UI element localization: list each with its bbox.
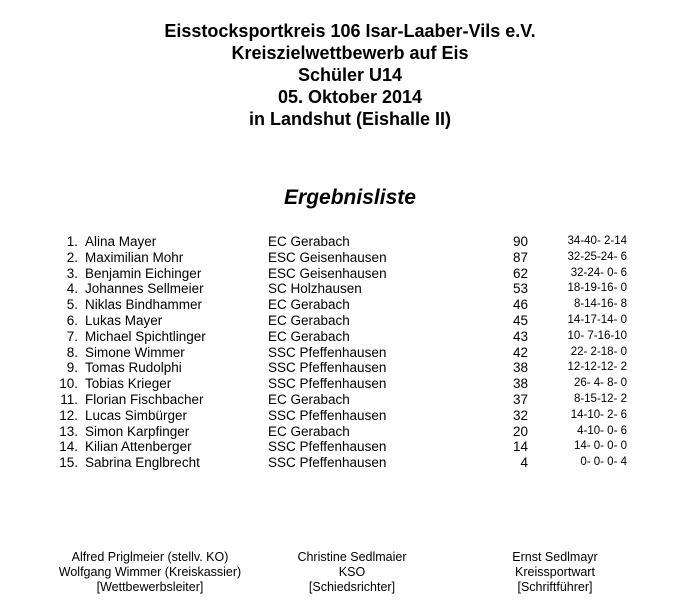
total-points: 90 xyxy=(512,234,528,249)
club-name: SSC Pfeffenhausen xyxy=(268,407,387,423)
athlete-name: Florian Fischbacher xyxy=(85,391,204,407)
club-name: EC Gerabach xyxy=(268,234,350,249)
round-scores: 14- 0- 0- 0 xyxy=(573,440,627,453)
result-row xyxy=(0,297,700,313)
athlete-name: Lucas Simbürger xyxy=(85,407,188,423)
signature-block-left xyxy=(45,550,255,595)
club-name: EC Gerabach xyxy=(268,297,350,313)
total-points: 14 xyxy=(512,439,528,455)
athlete-name: Simon Karpfinger xyxy=(85,423,190,439)
signature-role: [Wettbewerbsleiter] xyxy=(96,580,204,594)
club-name: EC Gerabach xyxy=(268,328,350,344)
result-rank: 6. xyxy=(66,312,78,328)
athlete-name: Alina Mayer xyxy=(85,234,157,249)
result-rank: 11. xyxy=(60,391,78,407)
round-scores: 26- 4- 8- 0 xyxy=(573,377,627,390)
result-row xyxy=(0,234,700,250)
result-row xyxy=(0,392,700,408)
athlete-name: Simone Wimmer xyxy=(85,344,185,360)
result-rank: 4. xyxy=(66,281,78,297)
round-scores: 8-14-16- 8 xyxy=(573,298,627,311)
result-row xyxy=(0,439,700,455)
age-class: Schüler U14 xyxy=(297,65,403,85)
event-location: in Landshut (Eishalle II) xyxy=(248,109,452,129)
result-row xyxy=(0,376,700,392)
club-name: EC Gerabach xyxy=(268,423,350,439)
signature-line: Wolfgang Wimmer (Kreiskassier) xyxy=(58,565,242,579)
athlete-name: Sabrina Englbrecht xyxy=(85,455,200,471)
athlete-name: Lukas Mayer xyxy=(85,312,163,328)
page-title: Ergebnisliste xyxy=(284,186,416,209)
athlete-name: Tobias Krieger xyxy=(85,376,172,392)
athlete-name: Tomas Rudolphi xyxy=(85,360,182,376)
result-rank: 10. xyxy=(59,376,78,392)
round-scores: 32-24- 0- 6 xyxy=(570,266,627,279)
results-list xyxy=(0,234,700,471)
document-header xyxy=(0,20,700,130)
total-points: 20 xyxy=(512,423,528,439)
athlete-name: Niklas Bindhammer xyxy=(85,297,203,313)
round-scores: 0- 0- 0- 4 xyxy=(580,456,627,469)
signature-block-center xyxy=(267,550,437,595)
round-scores: 14-17-14- 0 xyxy=(567,313,627,326)
result-row xyxy=(0,360,700,376)
round-scores: 18-19-16- 0 xyxy=(567,282,627,295)
club-name: SSC Pfeffenhausen xyxy=(268,344,387,360)
total-points: 46 xyxy=(512,297,528,313)
round-scores: 4-10- 0- 6 xyxy=(577,424,627,437)
result-rank: 13. xyxy=(59,423,78,439)
club-name: EC Gerabach xyxy=(268,391,350,407)
total-points: 38 xyxy=(512,376,528,392)
club-name: ESC Geisenhausen xyxy=(268,265,387,281)
round-scores: 12-12-12- 2 xyxy=(567,361,627,374)
result-row xyxy=(0,281,700,297)
athlete-name: Johannes Sellmeier xyxy=(85,281,204,297)
club-name: ESC Geisenhausen xyxy=(268,249,387,265)
signature-block-right xyxy=(490,550,620,595)
signature-line: Alfred Priglmeier (stellv. KO) xyxy=(71,550,229,564)
result-rank: 3. xyxy=(66,265,78,281)
round-scores: 10- 7-16-10 xyxy=(567,329,627,342)
athlete-name: Benjamin Eichinger xyxy=(85,265,202,281)
result-row xyxy=(0,408,700,424)
result-row xyxy=(0,455,700,471)
club-name: SSC Pfeffenhausen xyxy=(268,439,387,455)
round-scores: 34-40- 2-14 xyxy=(567,235,627,247)
result-rank: 14. xyxy=(59,439,78,455)
result-rank: 15. xyxy=(59,455,78,471)
result-rank: 12. xyxy=(59,407,78,423)
event-date: 05. Oktober 2014 xyxy=(277,87,423,107)
signature-role: [Schiedsrichter] xyxy=(308,580,396,594)
association-name: Eisstocksportkreis 106 Isar-Laaber-Vils e.V. xyxy=(164,21,536,41)
athlete-name: Kilian Attenberger xyxy=(85,439,192,455)
total-points: 4 xyxy=(520,455,528,471)
club-name: SC Holzhausen xyxy=(268,281,362,297)
club-name: SSC Pfeffenhausen xyxy=(268,360,387,376)
result-rank: 7. xyxy=(66,328,78,344)
total-points: 45 xyxy=(512,312,528,328)
signature-line: Christine Sedlmaier xyxy=(297,550,407,564)
competition-name: Kreiszielwettbewerb auf Eis xyxy=(231,43,469,63)
athlete-name: Michael Spichtlinger xyxy=(85,328,206,344)
result-row xyxy=(0,329,700,345)
result-row xyxy=(0,424,700,440)
result-rank: 2. xyxy=(66,249,78,265)
total-points: 43 xyxy=(512,328,528,344)
round-scores: 32-25-24- 6 xyxy=(567,250,627,263)
round-scores: 14-10- 2- 6 xyxy=(570,408,627,421)
total-points: 87 xyxy=(512,249,528,265)
total-points: 53 xyxy=(512,281,528,297)
result-row xyxy=(0,313,700,329)
result-rank: 8. xyxy=(66,344,78,360)
club-name: SSC Pfeffenhausen xyxy=(268,376,387,392)
signature-line: KSO xyxy=(338,565,366,579)
round-scores: 8-15-12- 2 xyxy=(573,392,627,405)
round-scores: 22- 2-18- 0 xyxy=(570,345,627,358)
result-row xyxy=(0,250,700,266)
total-points: 32 xyxy=(512,407,528,423)
result-rank: 5. xyxy=(66,297,78,313)
total-points: 62 xyxy=(512,265,528,281)
signature-line: Ernst Sedlmayr xyxy=(512,550,598,564)
club-name: SSC Pfeffenhausen xyxy=(268,455,387,471)
signature-role: [Schriftführer] xyxy=(517,580,593,594)
total-points: 42 xyxy=(512,344,528,360)
total-points: 37 xyxy=(512,391,528,407)
club-name: EC Gerabach xyxy=(268,312,350,328)
result-row xyxy=(0,345,700,361)
athlete-name: Maximilian Mohr xyxy=(85,249,184,265)
result-rank: 1. xyxy=(66,234,78,249)
result-row xyxy=(0,266,700,282)
total-points: 38 xyxy=(512,360,528,376)
signature-line: Kreissportwart xyxy=(515,565,595,579)
result-rank: 9. xyxy=(66,360,78,376)
